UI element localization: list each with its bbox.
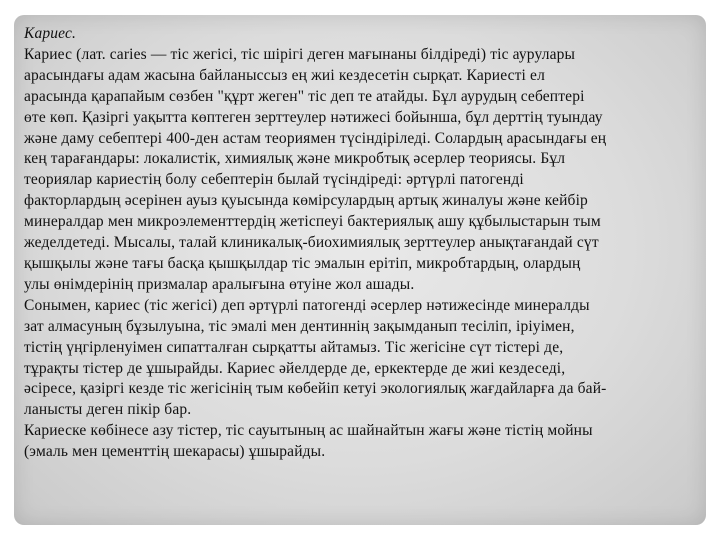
text-line: Сонымен, кариес (тіс жегісі) деп әртүрлі патогенді әсерлер нәтижесінде минералды (24, 296, 590, 314)
text-line: теориялар кариестің болу себептерін былай түсіндіреді: әртүрлі патогенді (24, 171, 524, 189)
text-line: ланысты деген пікір бар. (24, 401, 192, 419)
document-body (24, 24, 696, 463)
text-line: Кариес (лат. caries — тіс жегісі, тіс шірігі деген мағынаны білдіреді) тіс аурулары (24, 45, 576, 63)
text-line: қышқылы және тағы басқа қышқылдар тіс эмалын ерітіп, микробтардың, олардың (24, 254, 581, 272)
text-line: және даму себептері 400-ден астам теориямен түсіндіріледі. Солардың арасындағы ең (24, 129, 607, 147)
text-line: тістің үңгірленуімен сипатталған сырқатты айтамыз. Тіс жегісіне сүт тістері де, (24, 338, 564, 356)
text-line: өте көп. Қазіргі уақытта көптеген зерттеулер нәтижесі бойынша, бұл дерттің туындау (24, 108, 603, 126)
text-line: минералдар мен микроэлементтердің жетіспеуі бактериялық ашу құбылыстарын тым (24, 213, 601, 231)
text-line: улы өнімдерінің призмалар аралығына өтуіне жол ашады. (24, 275, 415, 293)
text-line: тұрақты тістер де ұшырайды. Кариес әйелдерде де, еркектерде де жиі кездеседі, (24, 359, 566, 377)
text-line: (эмаль мен цементтің шекарасы) ұшырайды. (24, 443, 326, 461)
text-line: әсіресе, қазіргі кезде тіс жегісінің тым көбейіп кетуі экологиялық жағдайларға да бай- (24, 380, 607, 398)
document-title: Кариес. (24, 25, 77, 42)
text-line: арасында қарапайым сөзбен "құрт жеген" тіс деп те атайды. Бұл аурудың себептері (24, 87, 585, 105)
text-line: кең тарағандары: локалистік, химиялық және микробтық әсерлер теориясы. Бұл (24, 150, 566, 168)
text-line: зат алмасуның бұзылуына, тіс эмалі мен дентиннің зақымданып тесіліп, іріуімен, (24, 317, 575, 335)
text-line: жеделдетеді. Мысалы, талай клиникалық-биохимиялық зерттеулер анықтағандай сүт (24, 234, 599, 252)
text-line: арасындағы адам жасына байланыссыз ең жиі кездесетін сырқат. Кариесті ел (24, 66, 545, 84)
text-line: факторлардың әсерінен ауыз қуысында көмірсулардың артық жиналуы және кейбір (24, 192, 588, 210)
text-line: Кариеске көбінесе азу тістер, тіс сауытының ас шайнайтын жағы және тістің мойны (24, 422, 593, 440)
